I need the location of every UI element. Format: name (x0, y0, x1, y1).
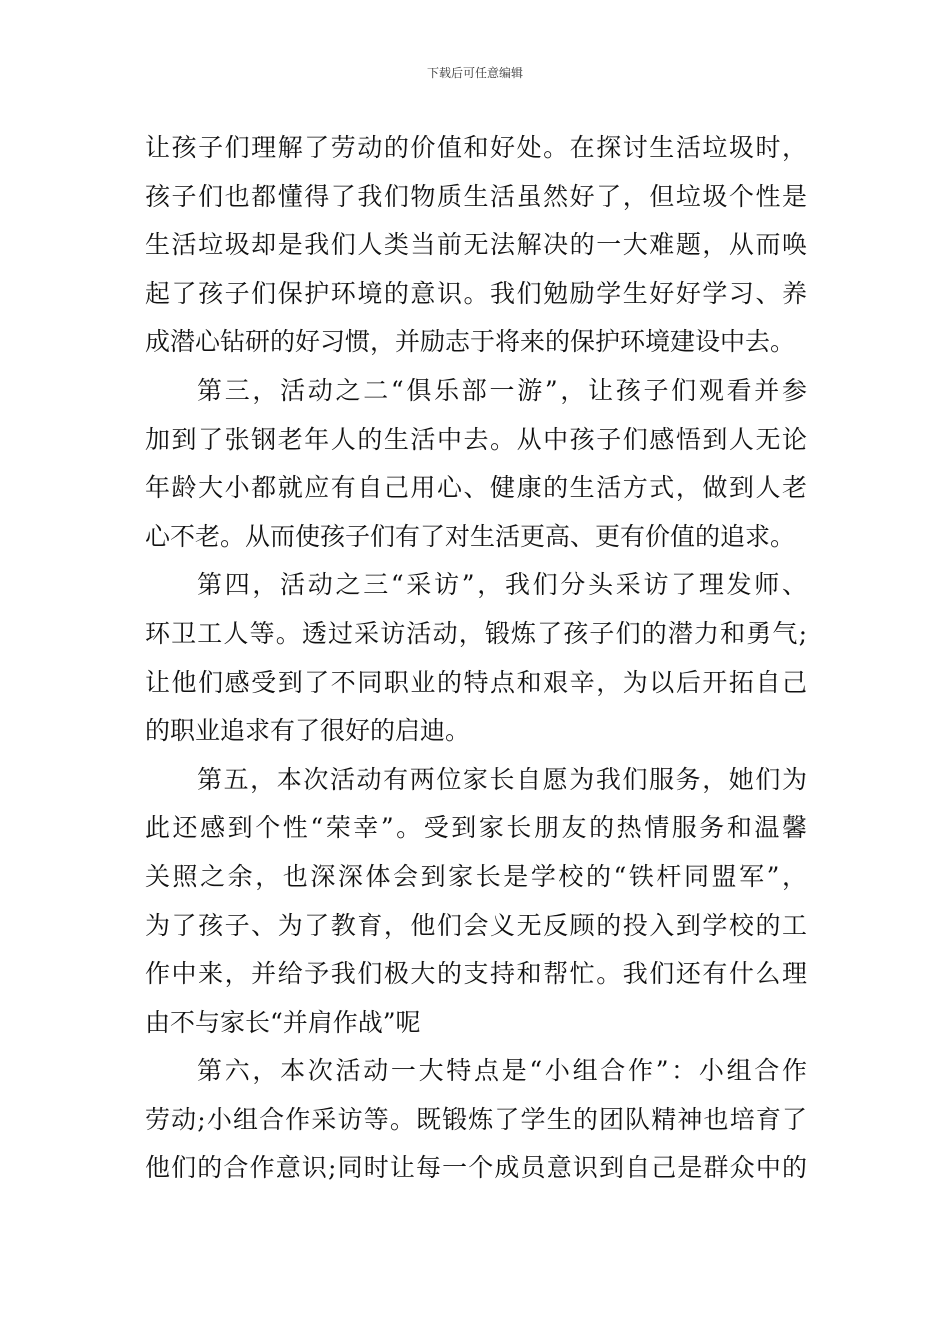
text-line: 年龄大小都就应有自己用心、健康的生活方式，做到人老 (145, 473, 807, 503)
text-line: 环卫工人等。透过采访活动，锻炼了孩子们的潜力和勇气; (145, 618, 807, 648)
text-line: 的职业追求有了很好的启迪。 (145, 716, 471, 746)
text-line: 第三，活动之二“俱乐部一游”，让孩子们观看并参 (197, 375, 807, 405)
text-line: 作中来，并给予我们极大的支持和帮忙。我们还有什么理 (145, 959, 807, 989)
paragraph (145, 756, 807, 1048)
paragraph (145, 561, 807, 755)
page-header: 下载后可任意编辑 (426, 66, 523, 80)
text-line: 心不老。从而使孩子们有了对生活更高、更有价值的追求。 (145, 521, 796, 551)
text-line: 为了孩子、为了教育，他们会义无反顾的投入到学校的工 (145, 910, 807, 940)
text-line: 起了孩子们保护环境的意识。我们勉励学生好好学习、养 (145, 278, 807, 308)
text-line: 第六，本次活动一大特点是“小组合作”：小组合作 (197, 1056, 807, 1086)
text-line: 让孩子们理解了劳动的价值和好处。在探讨生活垃圾时， (145, 133, 807, 162)
text-line: 由不与家长“并肩作战”呢 (145, 1007, 421, 1037)
text-line: 他们的合作意识;同时让每一个成员意识到自己是群众中的 (145, 1153, 807, 1183)
text-line: 成潜心钻研的好习惯，并励志于将来的保护环境建设中去。 (145, 327, 796, 357)
paragraph (145, 124, 807, 367)
text-line: 劳动;小组合作采访等。既锻炼了学生的团队精神也培育了 (145, 1104, 807, 1134)
text-line: 生活垃圾却是我们人类当前无法解决的一大难题，从而唤 (145, 230, 807, 260)
text-line: 第四，活动之三“采访”，我们分头采访了理发师、 (197, 570, 807, 600)
text-line: 第五，本次活动有两位家长自愿为我们服务，她们为 (197, 764, 807, 794)
text-line: 此还感到个性“荣幸”。受到家长朋友的热情服务和温馨 (145, 813, 807, 843)
text-line: 加到了张钢老年人的生活中去。从中孩子们感悟到人无论 (145, 424, 807, 454)
text-line: 让他们感受到了不同职业的特点和艰辛，为以后开拓自己 (145, 667, 807, 697)
document-body (145, 124, 807, 1193)
paragraph (145, 367, 807, 561)
text-line: 孩子们也都懂得了我们物质生活虽然好了，但垃圾个性是 (145, 181, 807, 211)
paragraph (145, 1047, 807, 1193)
text-line: 关照之余，也深深体会到家长是学校的“铁杆同盟军”， (145, 861, 807, 891)
